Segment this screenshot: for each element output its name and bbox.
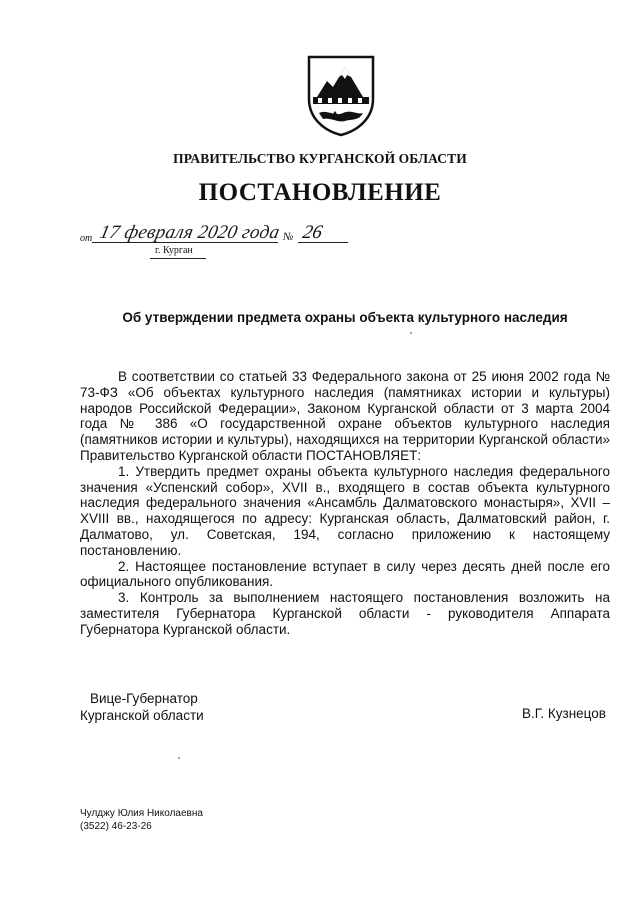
government-title: ПРАВИТЕЛЬСТВО КУРГАНСКОЙ ОБЛАСТИ (173, 151, 467, 166)
signatory-name: В.Г. Кузнецов (522, 706, 606, 721)
scan-speck (178, 757, 180, 759)
signatory-title-line2: Курганской области (80, 708, 204, 723)
dateline (80, 220, 380, 260)
city-underline (150, 258, 206, 259)
executor-phone: (3522) 46-23-26 (80, 820, 152, 832)
handwritten-number: 26 (300, 222, 325, 243)
executor-name: Чулджу Юлия Николаевна (80, 808, 203, 819)
document-body (80, 369, 610, 638)
handwritten-date: 17 февраля 2020 года (97, 222, 282, 243)
item-3-paragraph: 3. Контроль за выполнением настоящего постановления возложить на заместителя Губернатора Курганской области - руководителя Аппарата Губернатора Курганской области. (80, 590, 610, 637)
preamble-paragraph: В соответствии со статьей 33 Федерального закона от 25 июня 2002 года № 73-ФЗ «Об объектах культурного наследия (памятниках истории и культуры) народов Российской Федерации», Законом Курганской области от 3 марта 2004 года № 386 «О государственной охране объектов культурного наследия (памятников истории и культуры), находящихся на территории Курганской области» Правительство Курганской области ПОСТАНОВЛЯЕТ: (80, 369, 610, 463)
signatory-title-line1: Вице-Губернатор (90, 691, 198, 706)
executor-info (80, 808, 203, 833)
scan-speck (410, 332, 412, 334)
coat-of-arms-emblem (305, 55, 377, 137)
number-prefix: № (283, 231, 294, 243)
document-subject: Об утверждении предмета охраны объекта культурного наследия (122, 310, 568, 325)
item-1-paragraph: 1. Утвердить предмет охраны объекта культурного наследия федерального значения «Успенский собор», XVII в., входящего в состав объекта культурного наследия федерального значения «Ансамбль Далматовского монастыря», XVII – XVIII вв., находящегося по адресу: Курганская область, Далматовский район, г. Далматово, ул. Советская, 194, согласно приложению к настоящему постановлению. (80, 463, 610, 558)
document-type-title: ПОСТАНОВЛЕНИЕ (198, 179, 442, 206)
city-label: г. Курган (155, 245, 193, 256)
item-2-paragraph: 2. Настоящее постановление вступает в силу через десять дней после его официального опубликования. (80, 558, 610, 590)
signatory-title (80, 690, 204, 724)
date-prefix: от (80, 233, 93, 244)
